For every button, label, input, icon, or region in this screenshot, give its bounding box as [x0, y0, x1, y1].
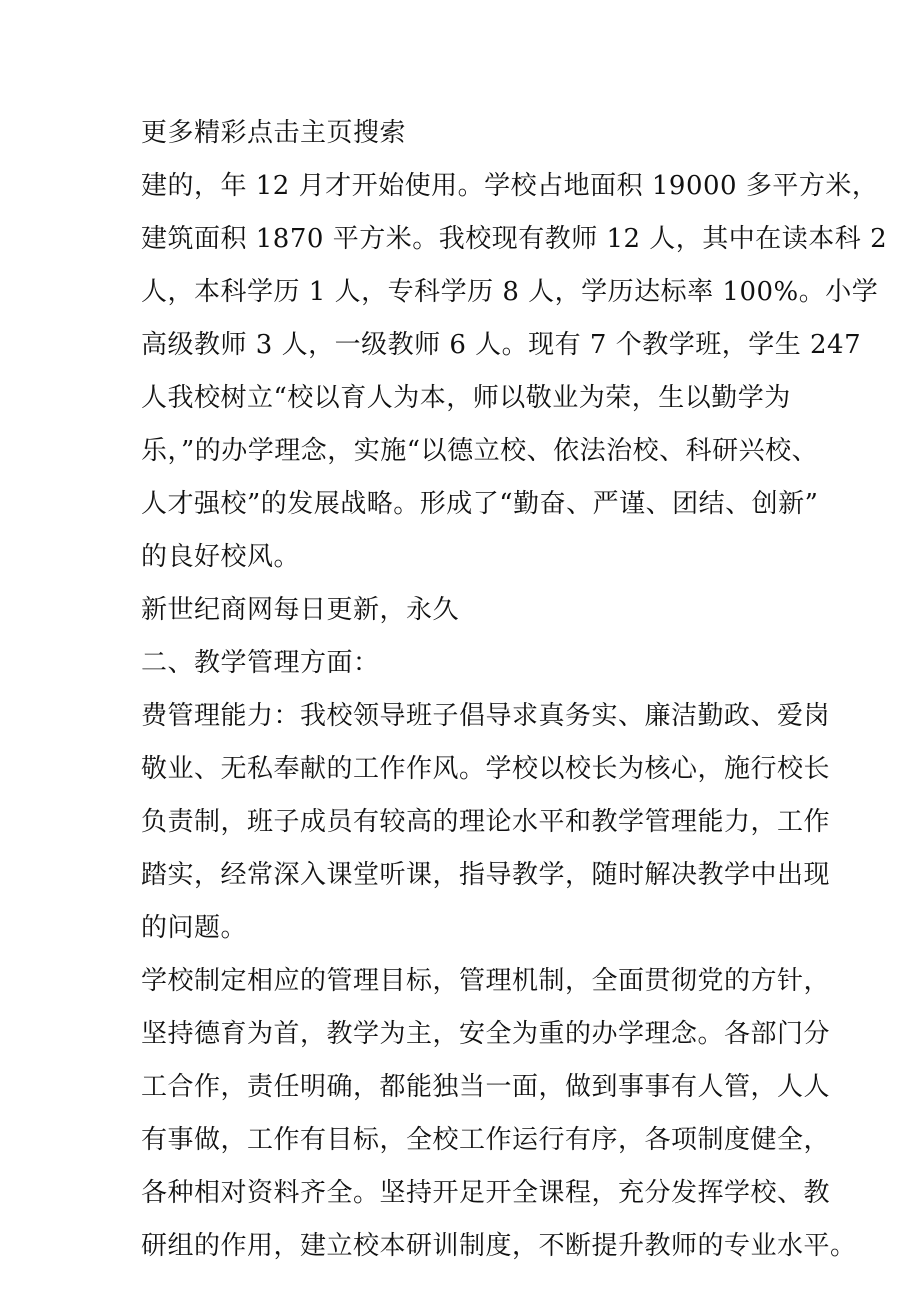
text-line: 的问题。 — [141, 913, 248, 943]
text-line: 人我校树立“校以育人为本，师以敬业为荣，生以勤学为 — [141, 383, 791, 413]
text-line: 坚持德育为首，教学为主，安全为重的办学理念。各部门分 — [141, 1019, 831, 1049]
text-line: 高级教师 3 人，一级教师 6 人。现有 7 个教学班，学生 247 — [141, 330, 862, 360]
text-line: 负责制，班子成员有较高的理论水平和教学管理能力，工作 — [141, 807, 831, 837]
text-line: 工合作，责任明确，都能独当一面，做到事事有人管，人人 — [141, 1072, 831, 1102]
text-line-site-note: 新世纪商网每日更新，永久 — [141, 595, 460, 625]
text-line: 学校制定相应的管理目标，管理机制，全面贯彻党的方针， — [141, 966, 831, 996]
text-line: 人，本科学历 1 人，专科学历 8 人，学历达标率 100%。小学 — [141, 277, 879, 307]
section-heading: 二、教学管理方面： — [141, 648, 380, 678]
text-line: 的良好校风。 — [141, 542, 301, 572]
text-line: 建的，年 12 月才开始使用。学校占地面积 19000 多平方米， — [141, 171, 879, 201]
text-line: 敬业、无私奉献的工作作风。学校以校长为核心，施行校长 — [141, 754, 831, 784]
text-line: 有事做，工作有目标，全校工作运行有序，各项制度健全， — [141, 1125, 831, 1155]
text-line-more-content: 更多精彩点击主页搜索 — [141, 118, 407, 148]
text-line: 研组的作用，建立校本研训制度，不断提升教师的专业水平。 — [141, 1231, 857, 1261]
text-line: 建筑面积 1870 平方米。我校现有教师 12 人，其中在读本科 2 — [141, 224, 888, 254]
text-line: 各种相对资料齐全。坚持开足开全课程，充分发挥学校、教 — [141, 1178, 831, 1208]
text-line: 人才强校”的发展战略。形成了“勤奋、严谨、团结、创新” — [141, 489, 819, 519]
text-line: 踏实，经常深入课堂听课，指导教学，随时解决教学中出现 — [141, 860, 831, 890]
text-line: 费管理能力：我校领导班子倡导求真务实、廉洁勤政、爱岗 — [141, 701, 831, 731]
text-line: 乐，”的办学理念，实施“以德立校、依法治校、科研兴校、 — [141, 436, 819, 466]
